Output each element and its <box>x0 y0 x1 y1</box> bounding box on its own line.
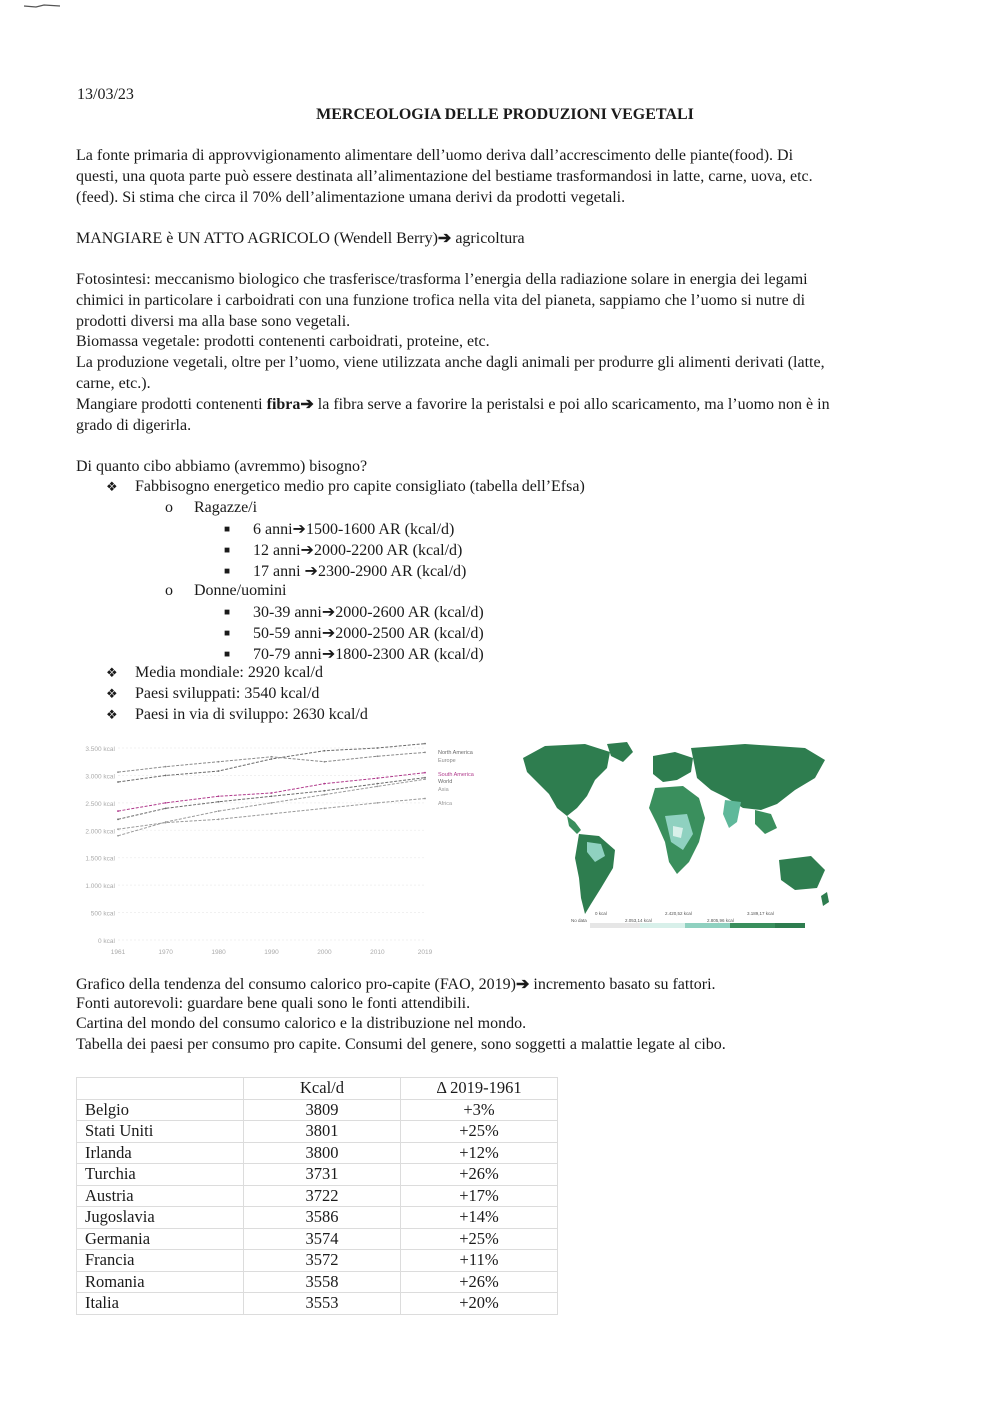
series-line <box>118 752 425 772</box>
y-tick-label: 3.500 kcal <box>85 746 115 753</box>
country-consumption-table <box>76 1077 558 1315</box>
series-point <box>324 750 326 752</box>
list-item: ■ 6 anni➔1500-1600 AR (kcal/d) <box>224 521 455 538</box>
delta-cell: +11% <box>401 1250 558 1272</box>
caption-chart: Grafico della tendenza del consumo calorico pro-capite (FAO, 2019)➔ incremento basato su fattori. <box>76 976 716 993</box>
x-tick-label: 2010 <box>370 949 385 956</box>
series-point <box>324 807 326 809</box>
list-item: ■ 12 anni➔2000-2200 AR (kcal/d) <box>224 542 463 559</box>
list-item: ■ 70-79 anni➔1800-2300 AR (kcal/d) <box>224 646 484 663</box>
table-row <box>77 1142 558 1164</box>
table-row <box>77 1185 558 1207</box>
legend-label: Europe <box>438 758 456 764</box>
x-tick-label: 2000 <box>317 949 332 956</box>
map-legend-label: 2.805,96 kcal <box>707 918 734 923</box>
delta-cell: +25% <box>401 1228 558 1250</box>
list-item: ■ 17 anni ➔2300-2900 AR (kcal/d) <box>224 563 467 580</box>
table-row <box>77 1293 558 1315</box>
x-tick-label: 1990 <box>264 949 279 956</box>
series-point <box>424 772 426 774</box>
intro-paragraph <box>76 146 936 208</box>
delta-cell: +26% <box>401 1164 558 1186</box>
series-point <box>376 755 378 757</box>
map-land <box>523 742 829 914</box>
table-row <box>77 1164 558 1186</box>
delta-cell: +25% <box>401 1121 558 1143</box>
bullet-fabbisogno <box>106 478 585 496</box>
fibra-pre: Mangiare prodotti contenenti <box>76 395 267 413</box>
calorie-trend-chart <box>70 740 490 960</box>
map-legend-label: 3.189,17 kcal <box>747 911 774 916</box>
intro-line: (feed). Si stima che circa il 70% dell’alimentazione umana derivi da prodotti vegetali. <box>76 188 626 206</box>
delta-cell: +3% <box>401 1099 558 1121</box>
se-asia-shape <box>755 810 777 834</box>
series-point <box>117 810 119 812</box>
kcal-cell: 3553 <box>244 1293 401 1315</box>
intro-line: questi, una quota parte può essere destinata all’alimentazione del bestiame trasformandosi in latte, carne, uova, etc. <box>76 167 813 185</box>
kcal-cell: 3731 <box>244 1164 401 1186</box>
series-point <box>376 783 378 785</box>
delta-cell: +17% <box>401 1185 558 1207</box>
arrow-icon: ➔ <box>304 563 318 580</box>
country-cell: Francia <box>77 1250 244 1272</box>
country-cell: Germania <box>77 1228 244 1250</box>
series-point <box>424 798 426 800</box>
body-line <box>76 395 936 416</box>
table-row <box>77 1250 558 1272</box>
series-point <box>424 778 426 780</box>
series-point <box>117 828 119 830</box>
quote-after: agricoltura <box>451 230 525 247</box>
series-point <box>376 777 378 779</box>
square-bullet-icon: ■ <box>224 649 231 660</box>
series-point <box>424 751 426 753</box>
delta-cell: +26% <box>401 1271 558 1293</box>
series-point <box>271 813 273 815</box>
y-tick-label: 2.500 kcal <box>85 800 115 808</box>
table-row <box>77 1099 558 1121</box>
kcal-cell: 3572 <box>244 1250 401 1272</box>
arrow-icon: ➔ <box>515 976 530 993</box>
y-tick-label: 1.500 kcal <box>85 855 115 863</box>
series-line <box>118 779 425 836</box>
india-shape <box>723 800 741 828</box>
list-item: ■ 50-59 anni➔2000-2500 AR (kcal/d) <box>224 625 484 642</box>
table-row <box>77 1271 558 1293</box>
legend-label: North America <box>438 750 473 756</box>
series-point <box>271 795 273 797</box>
australia-shape <box>779 856 825 890</box>
series-point <box>117 818 119 820</box>
legend-label: South America <box>438 772 474 778</box>
body-line: Fotosintesi: meccanismo biologico che trasferisce/trasforma l’energia della radiazione solare in energia dei legami <box>76 271 808 288</box>
y-tick-label: 3.000 kcal <box>85 773 115 781</box>
fibra-post: la fibra serve a favorire la peristalsi e poi allo scaricamento, ma l’uomo non è in <box>313 395 830 413</box>
nz-shape <box>821 892 829 906</box>
series-point <box>424 743 426 745</box>
country-cell: Stati Uniti <box>77 1121 244 1143</box>
x-tick-label: 1980 <box>211 949 226 956</box>
square-bullet-icon: ■ <box>224 607 231 618</box>
arrow-icon: ➔ <box>292 521 306 538</box>
series-point <box>165 766 167 768</box>
series-point <box>165 807 167 809</box>
series-point <box>376 786 378 788</box>
legend-label: World <box>438 779 453 785</box>
map-legend-label: 2.420,52 kcal <box>665 911 692 916</box>
body-line: Biomassa vegetale: prodotti contenenti carboidrati, proteine, etc. <box>76 333 490 351</box>
x-tick-label: 2019 <box>417 949 433 956</box>
table-header-row <box>77 1078 558 1100</box>
caption-fonti: Fonti autorevoli: guardare bene quali sono le fonti attendibili. <box>76 995 471 1012</box>
series-point <box>424 777 426 779</box>
circle-bullet-icon: o <box>165 499 173 516</box>
country-cell: Jugoslavia <box>77 1207 244 1229</box>
table-header-cell: Δ 2019-1961 <box>401 1078 558 1100</box>
country-cell: Austria <box>77 1185 244 1207</box>
arrow-icon: ➔ <box>300 395 314 413</box>
square-bullet-icon: ■ <box>224 545 231 556</box>
country-cell: Italia <box>77 1293 244 1315</box>
country-cell: Belgio <box>77 1099 244 1121</box>
bullet-text: Ragazze/i <box>194 499 258 516</box>
europe-shape <box>653 752 693 782</box>
legend-label: Asia <box>438 787 449 793</box>
diamond-bullet-icon: ❖ <box>106 686 118 701</box>
needs-question: Di quanto cibo abbiamo (avremmo) bisogno? <box>76 458 368 475</box>
quote-line <box>76 229 936 250</box>
y-tick-label: 500 kcal <box>90 910 115 918</box>
kcal-cell: 3722 <box>244 1185 401 1207</box>
series-point <box>218 770 220 772</box>
bullet-media-mondiale: ❖ Media mondiale: 2920 kcal/d <box>106 664 323 681</box>
list-item: ■ 30-39 anni➔2000-2600 AR (kcal/d) <box>224 604 484 621</box>
series-point <box>271 792 273 794</box>
intro-line: La fonte primaria di approvvigionamento alimentare dell’uomo deriva dall’accrescimento delle piante(food). Di <box>76 147 794 164</box>
arrow-icon: ➔ <box>300 542 314 559</box>
quote-text: MANGIARE è UN ATTO AGRICOLO (Wendell Berry) <box>76 230 438 247</box>
series-point <box>271 756 273 758</box>
series-point <box>218 810 220 812</box>
series-point <box>218 795 220 797</box>
legend-label: Africa <box>438 801 453 807</box>
fibra-bold: fibra <box>266 395 301 413</box>
map-legend <box>571 911 805 928</box>
series-point <box>324 794 326 796</box>
series-point <box>165 822 167 824</box>
date-label: 13/03/23 <box>77 86 134 103</box>
square-bullet-icon: ■ <box>224 566 231 577</box>
square-bullet-icon: ■ <box>224 524 231 535</box>
arrow-icon: ➔ <box>321 604 336 621</box>
body-line: carne, etc.). <box>76 374 151 392</box>
series-point <box>271 802 273 804</box>
delta-cell: +12% <box>401 1142 558 1164</box>
document-title: MERCEOLOGIA DELLE PRODUZIONI VEGETALI <box>316 106 694 123</box>
bullet-group-adulti <box>165 582 286 600</box>
series-line <box>118 773 425 811</box>
body-line: prodotti diversi ma alla base sono vegetali. <box>76 312 351 330</box>
y-tick-label: 1.000 kcal <box>85 883 115 891</box>
table-row <box>77 1121 558 1143</box>
square-bullet-icon: ■ <box>224 628 231 639</box>
series-point <box>165 802 167 804</box>
bullet-text: Donne/uomini <box>194 582 287 599</box>
body-line: grado di digerirla. <box>76 416 192 434</box>
caption-tabella: Tabella dei paesi per consumo pro capite. Consumi del genere, sono soggetti a malattie legate al cibo. <box>76 1036 726 1053</box>
series-point <box>376 747 378 749</box>
table-row <box>77 1228 558 1250</box>
bullet-paesi-sviluppati: ❖ Paesi sviluppati: 3540 kcal/d <box>106 685 320 702</box>
kcal-cell: 3801 <box>244 1121 401 1143</box>
caption-cartina: Cartina del mondo del consumo calorico e la distribuzione nel mondo. <box>76 1015 527 1032</box>
bullet-paesi-in-via: ❖ Paesi in via di sviluppo: 2630 kcal/d <box>106 706 368 723</box>
central-america-shape <box>567 816 581 834</box>
arrow-icon: ➔ <box>321 646 336 663</box>
kcal-cell: 3800 <box>244 1142 401 1164</box>
diamond-bullet-icon: ❖ <box>106 707 118 722</box>
country-cell: Turchia <box>77 1164 244 1186</box>
series-point <box>218 761 220 763</box>
scan-mark <box>22 2 62 10</box>
map-legend-label: 2.053,14 kcal <box>625 918 652 923</box>
kcal-cell: 3809 <box>244 1099 401 1121</box>
x-tick-label: 1970 <box>158 949 173 956</box>
x-tick-label: 1961 <box>110 949 126 956</box>
body-line: La produzione vegetali, oltre per l’uomo, viene utilizzata anche dagli animali per produrre gli alimenti derivati (latte, <box>76 354 825 372</box>
body-line: chimici in particolare i carboidrati con una funzione trofica nella vita del pianeta, sappiamo che l’uomo si nutre di <box>76 291 806 309</box>
series-point <box>117 835 119 837</box>
series-point <box>324 783 326 785</box>
map-legend-label: No data <box>571 918 587 923</box>
series-point <box>117 781 119 783</box>
series-point <box>117 771 119 773</box>
country-cell: Romania <box>77 1271 244 1293</box>
diamond-bullet-icon: ❖ <box>106 665 118 680</box>
delta-cell: +14% <box>401 1207 558 1229</box>
y-tick-label: 0 kcal <box>98 938 115 945</box>
delta-cell: +20% <box>401 1293 558 1315</box>
series-point <box>218 801 220 803</box>
diamond-bullet-icon: ❖ <box>106 479 118 494</box>
series-point <box>324 790 326 792</box>
series-point <box>271 758 273 760</box>
bullet-text: Fabbisogno energetico medio pro capite consigliato (tabella dell’Efsa) <box>135 478 585 495</box>
series-point <box>218 818 220 820</box>
circle-bullet-icon: o <box>165 582 173 599</box>
y-tick-label: 2.000 kcal <box>85 828 115 836</box>
north-america-shape <box>523 744 610 816</box>
table-header-cell: Kcal/d <box>244 1078 401 1100</box>
greenland-shape <box>607 742 633 762</box>
kcal-cell: 3586 <box>244 1207 401 1229</box>
body-paragraph <box>76 270 936 436</box>
country-cell: Irlanda <box>77 1142 244 1164</box>
arrow-icon: ➔ <box>321 625 336 642</box>
kcal-cell: 3558 <box>244 1271 401 1293</box>
map-legend-label: 0 kcal <box>595 911 607 916</box>
table-row <box>77 1207 558 1229</box>
asia-shape <box>691 744 825 810</box>
arrow-icon: ➔ <box>437 230 452 247</box>
series-line <box>118 744 425 782</box>
kcal-cell: 3574 <box>244 1228 401 1250</box>
world-calorie-map <box>515 738 835 933</box>
series-point <box>376 802 378 804</box>
bullet-group-ragazzi <box>165 499 257 517</box>
series-point <box>324 761 326 763</box>
series-point <box>165 775 167 777</box>
table-header-cell <box>77 1078 244 1100</box>
